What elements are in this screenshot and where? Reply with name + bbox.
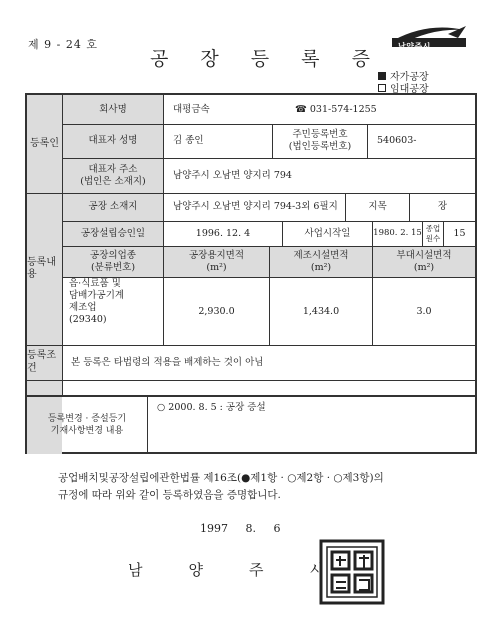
col-aux-area-header: 부대시설면적 (m²)	[396, 249, 452, 273]
location-value: 남양주시 오남면 양지리 794-3외 6필지	[173, 201, 338, 213]
representative-label: 대표자 성명	[88, 135, 138, 147]
phone-value: ☎ 031-574-1255	[295, 103, 377, 115]
lot-type-value: 장	[437, 201, 448, 213]
unchecked-box-icon	[378, 84, 386, 92]
building-area-value: 1,434.0	[302, 305, 340, 317]
approval-date-label: 공장설립승인일	[80, 227, 146, 239]
registration-form	[25, 93, 477, 454]
start-date-value: 1980. 2. 15	[373, 228, 422, 239]
company-value: 대평금속	[173, 103, 210, 115]
city-logo-text: 남양주시	[398, 42, 431, 51]
conditions-value: 본 등록은 타법령의 적용을 배제하는 것이 아님	[71, 356, 264, 368]
aux-area-value: 3.0	[416, 305, 432, 317]
address-value: 남양주시 오남면 양지리 794	[173, 169, 292, 181]
col-building-area-header: 제조시설면적 (m²)	[293, 249, 349, 273]
section-registrant: 등록인	[30, 137, 59, 149]
business-type-value: 음·식료품 및 담배가공기계 제조업 (29340)	[69, 278, 125, 325]
changes-value: ○ 2000. 8. 5 : 공장 증설	[157, 402, 266, 414]
address-label: 대표자 주소 (법인은 소재지)	[80, 163, 146, 187]
col-business-header: 공장의업종 (분류번호)	[90, 249, 136, 273]
resident-number-label: 주민등록번호 (법인등록번호)	[288, 129, 352, 152]
workers-label: 종업원수	[425, 224, 441, 243]
section-details: 등록내용	[27, 256, 56, 280]
approval-date-value: 1996. 12. 4	[195, 227, 251, 239]
site-area-value: 2,930.0	[198, 305, 235, 317]
workers-value: 15	[453, 227, 466, 239]
kind-option-label: 임대공장	[390, 84, 429, 95]
company-label: 회사명	[99, 103, 127, 115]
issue-date: 1997 8. 6	[200, 522, 281, 535]
checked-box-icon	[378, 72, 386, 80]
issuer-name: 남양주시	[128, 561, 370, 579]
changes-label: 등록변경 · 증설등기 기재사항변경 내용	[47, 414, 127, 436]
official-seal-icon	[318, 538, 386, 606]
start-date-label: 사업시작일	[304, 227, 351, 239]
location-label: 공장 소재지	[88, 201, 138, 213]
kind-option-label: 자가공장	[390, 72, 429, 83]
document-number: 제 9 - 24 호	[28, 38, 98, 51]
col-site-area-header: 공장용지면적 (m²)	[188, 249, 245, 273]
lot-type-label: 지목	[368, 201, 387, 213]
certification-text: 규정에 따라 위와 같이 등록하였음을 증명합니다.	[58, 489, 281, 501]
representative-value: 김 종인	[173, 135, 204, 147]
document-title: 공 장 등 록 증	[150, 48, 383, 70]
resident-number-value: 540603-	[377, 135, 417, 147]
section-conditions: 등록조건	[27, 350, 56, 374]
legal-basis-text: 공업배치및공장설립에관한법률 제16조(●제1항 · ○제2항 · ○제3항)의	[58, 472, 384, 484]
